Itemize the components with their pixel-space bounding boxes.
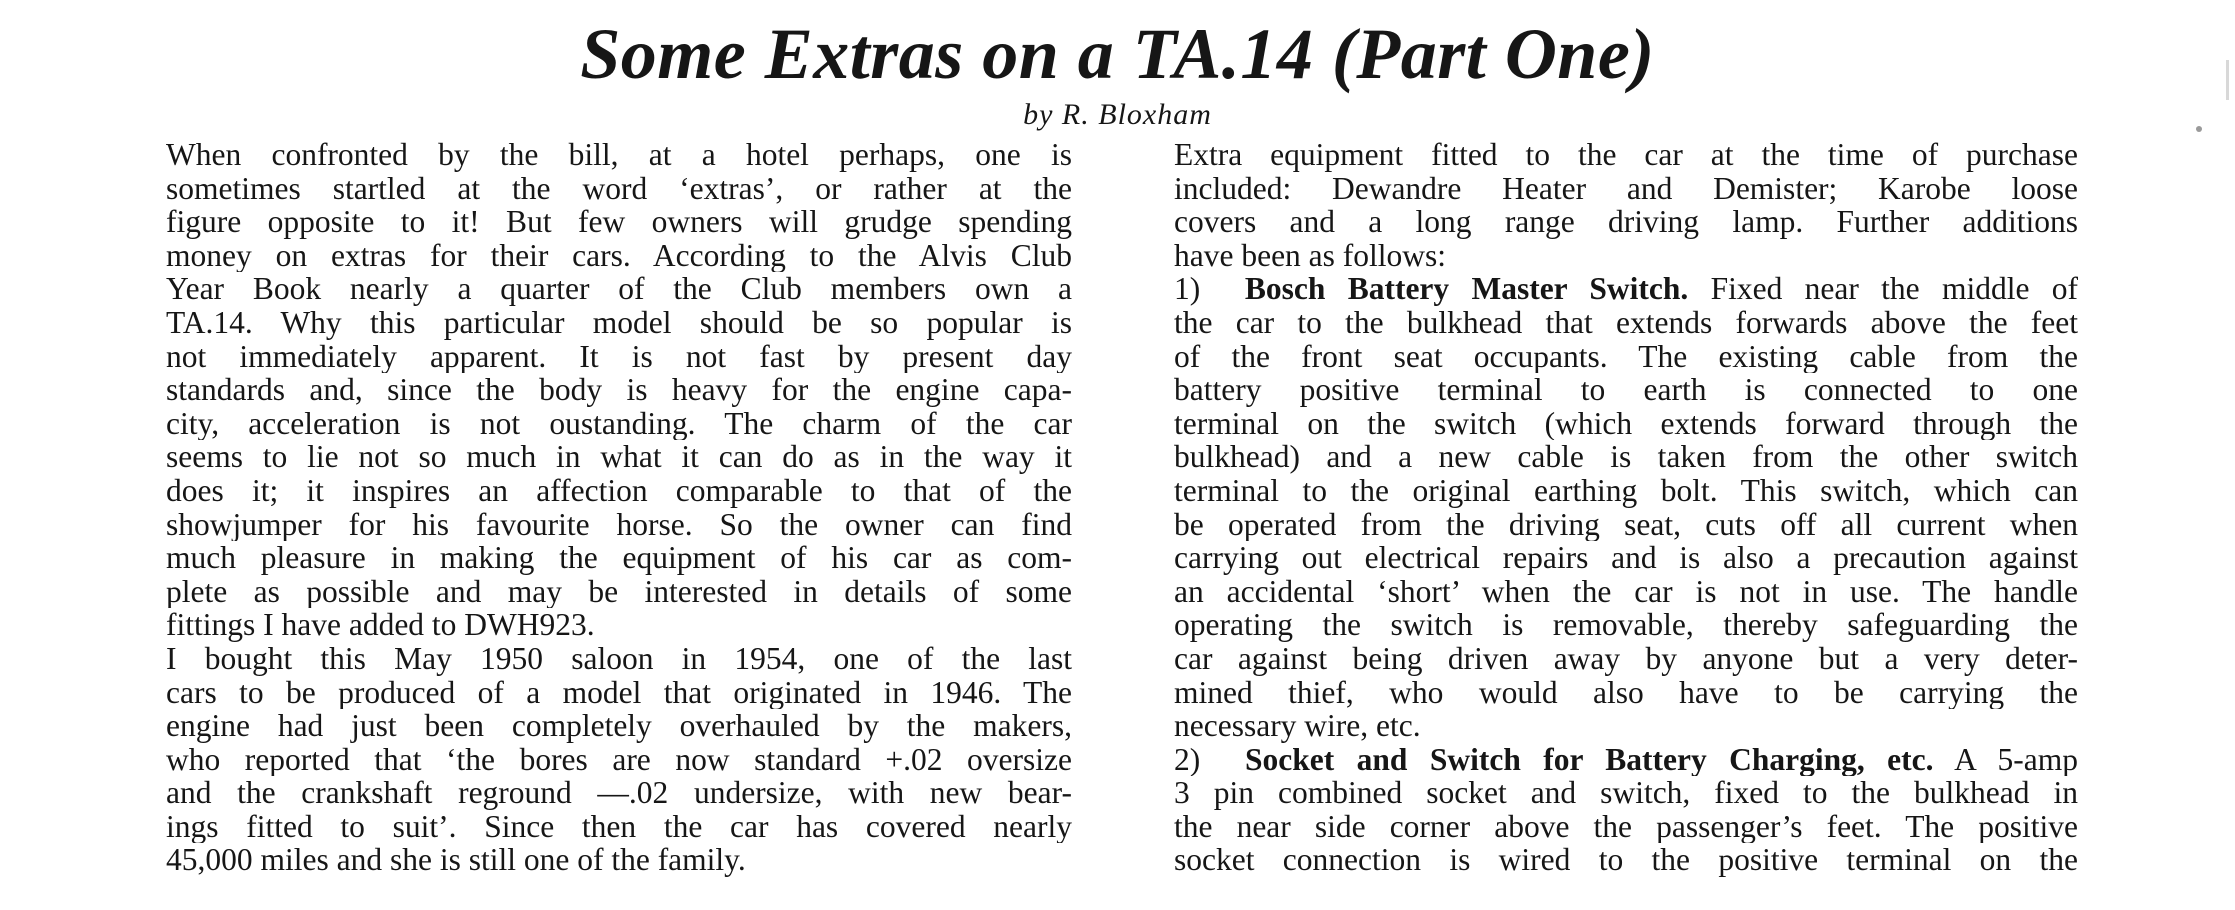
paragraph-extras-intro: [1174, 138, 2078, 272]
text-line: 3 pin combined socket and switch, fixed to the bulkhead in: [1174, 776, 2078, 810]
text-line: city, acceleration is not oustanding. The charm of the car: [166, 406, 1072, 441]
text-line: does it; it inspires an affection comparable to that of the: [166, 473, 1072, 508]
text-line: TA.14. Why this particular model should be so popular is: [166, 305, 1072, 340]
text-line: be operated from the driving seat, cuts off all current when: [1174, 507, 2078, 542]
text-line: mined thief, who would also have to be carrying the: [1174, 675, 2078, 710]
item-text: A 5-amp: [1933, 742, 2078, 777]
text-line: figure opposite to it! But few owners will grudge spending: [166, 205, 1072, 239]
item-number: 2): [1174, 742, 1201, 777]
text-line: the near side corner above the passenger’s feet. The positive: [1174, 809, 2078, 844]
text-line: who reported that ‘the bores are now standard +.02 oversize: [166, 742, 1072, 777]
text-line: car against being driven away by anyone but a very deter-: [1174, 641, 2078, 676]
text-line: money on extras for their cars. According to the Alvis Club: [166, 238, 1072, 273]
print-speck: [2196, 126, 2202, 132]
text-line: terminal to the original earthing bolt. This switch, which can: [1174, 473, 2078, 508]
text-line: When confronted by the bill, at a hotel perhaps, one is: [166, 138, 1072, 172]
article-byline: by R. Bloxham: [1023, 98, 1212, 131]
text-line: showjumper for his favourite horse. So the owner can find: [166, 507, 1072, 542]
text-line: ings fitted to suit’. Since then the car has covered nearly: [166, 809, 1072, 844]
item-heading: Bosch Battery Master Switch.: [1244, 272, 1689, 306]
text-line: I bought this May 1950 saloon in 1954, one of the last: [166, 641, 1072, 676]
text-line: plete as possible and may be interested in details of some: [166, 574, 1072, 609]
text-line: of the front seat occupants. The existing cable from the: [1174, 339, 2078, 374]
text-line: terminal on the switch (which extends forward through the: [1174, 406, 2078, 441]
text-line: seems to lie not so much in what it can do as in the way it: [166, 440, 1072, 474]
text-line: socket connection is wired to the positive terminal on the: [1174, 843, 2078, 878]
text-line: have been as follows:: [1174, 238, 1447, 273]
text-line: included: Dewandre Heater and Demister; Karobe loose: [1174, 171, 2078, 206]
page-edge-mark: [2226, 60, 2229, 100]
text-line: much pleasure in making the equipment of his car as com-: [166, 541, 1072, 575]
list-item-charging-socket: [1174, 743, 2078, 877]
list-item-first-line: [1174, 743, 2078, 777]
text-line: and the crankshaft reground —.02 undersize, with new bear-: [166, 776, 1072, 810]
text-line: engine had just been completely overhauled by the makers,: [166, 709, 1072, 743]
text-line: sometimes startled at the word ‘extras’, or rather at the: [166, 171, 1072, 206]
right-column: [1174, 138, 2078, 877]
item-number: 1): [1174, 272, 1201, 306]
text-line: bulkhead) and a new cable is taken from the other switch: [1174, 440, 2078, 474]
text-line: necessary wire, etc.: [1174, 709, 1421, 743]
text-line: the car to the bulkhead that extends forwards above the feet: [1174, 305, 2078, 340]
paragraph-intro: [166, 138, 1072, 642]
text-line: 45,000 miles and she is still one of the family.: [166, 843, 746, 878]
text-line: not immediately apparent. It is not fast by present day: [166, 339, 1072, 374]
text-line: Extra equipment fitted to the car at the time of purchase: [1174, 138, 2078, 172]
text-line: covers and a long range driving lamp. Further additions: [1174, 205, 2078, 239]
text-line: carrying out electrical repairs and is also a precaution against: [1174, 541, 2078, 575]
text-line: Year Book nearly a quarter of the Club members own a: [166, 272, 1072, 306]
item-heading: Socket and Switch for Battery Charging, etc.: [1245, 742, 1934, 777]
list-item-first-line: [1174, 272, 2078, 306]
text-line: an accidental ‘short’ when the car is not in use. The handle: [1174, 574, 2078, 609]
text-line: standards and, since the body is heavy for the engine capa-: [166, 373, 1072, 407]
left-column: [166, 138, 1072, 877]
item-text: Fixed near the middle of: [1688, 272, 2078, 306]
article-title: Some Extras on a TA.14 (Part One): [580, 14, 1655, 94]
text-line: cars to be produced of a model that originated in 1946. The: [166, 675, 1072, 710]
paragraph-purchase: [166, 642, 1072, 877]
text-line: battery positive terminal to earth is connected to one: [1174, 373, 2078, 407]
text-line: fittings I have added to DWH923.: [166, 608, 595, 642]
text-line: operating the switch is removable, thereby safeguarding the: [1174, 608, 2078, 642]
list-item-master-switch: [1174, 272, 2078, 742]
